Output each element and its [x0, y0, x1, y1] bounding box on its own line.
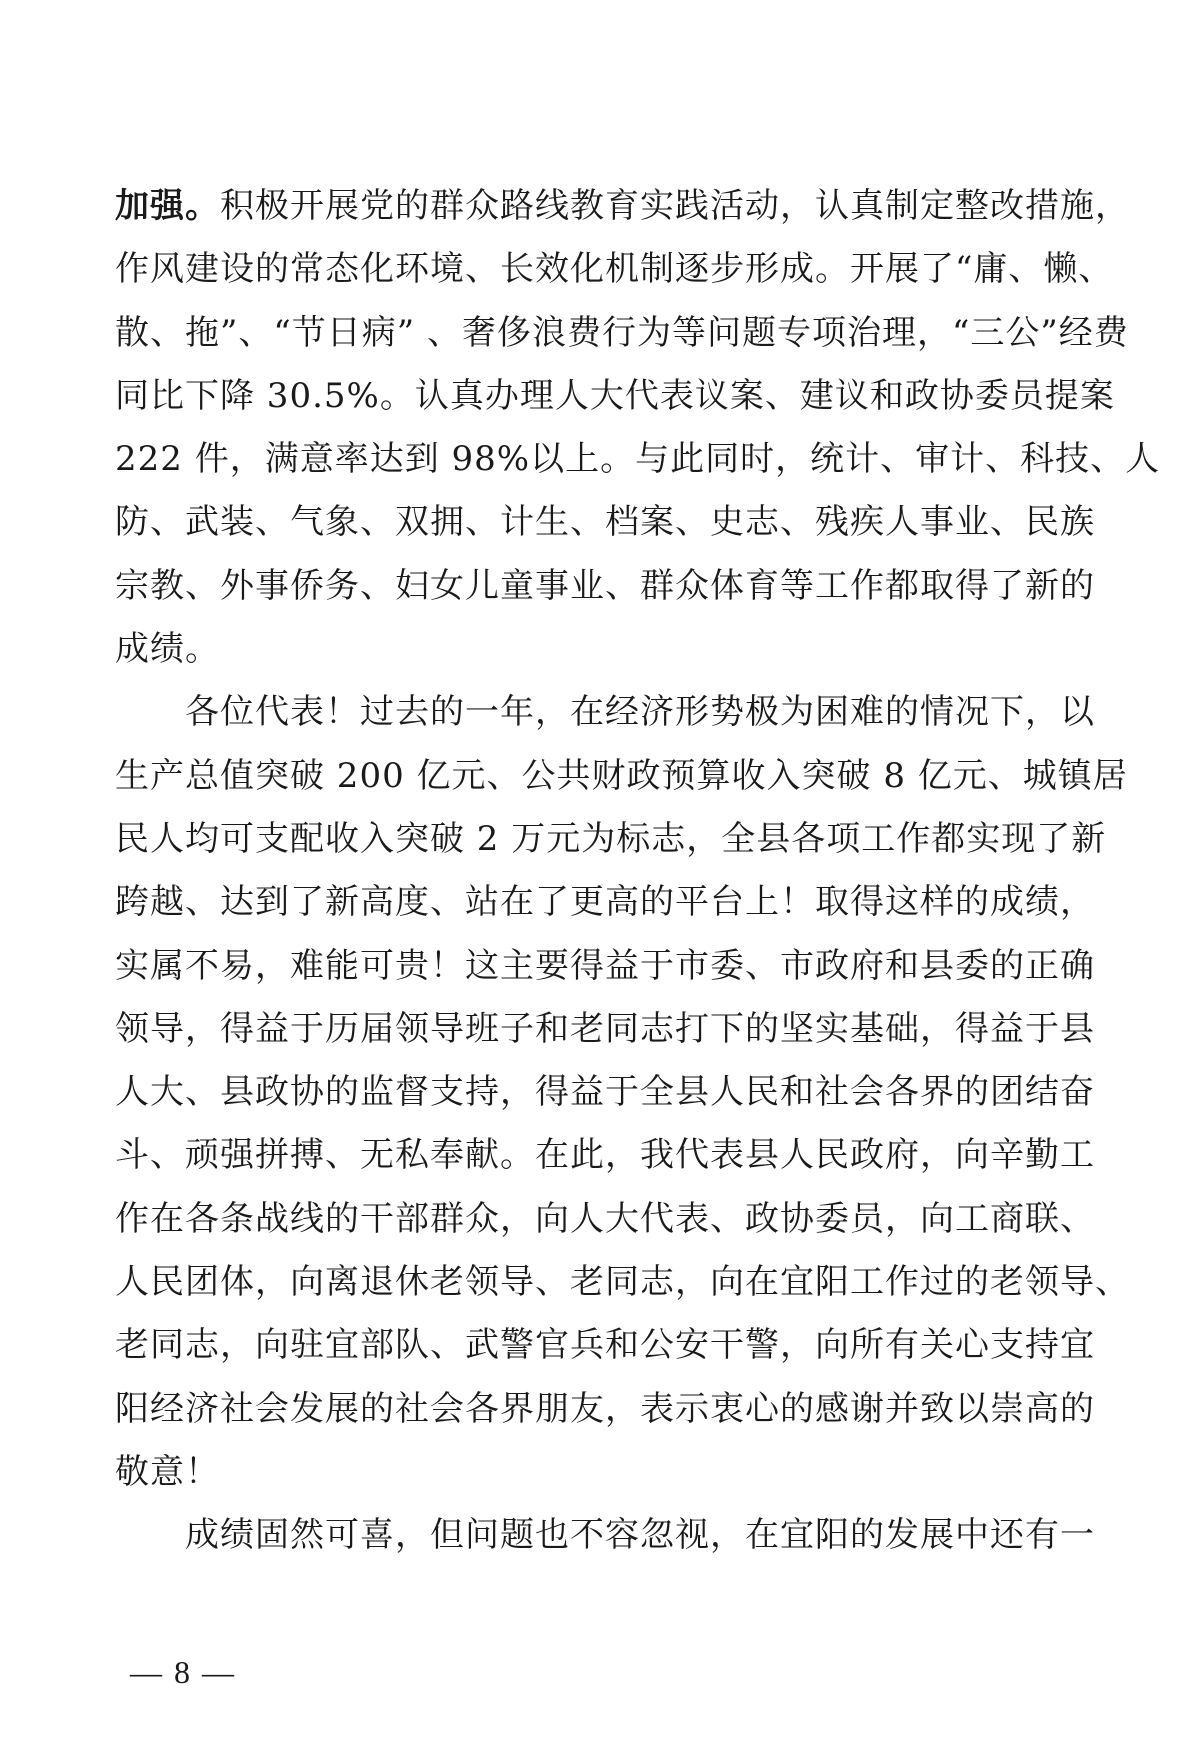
- text-line: [115, 1378, 1095, 1441]
- text-line: [115, 555, 1095, 618]
- text-line: [115, 491, 1095, 554]
- text-line: [115, 998, 1095, 1061]
- text-line: [115, 745, 1128, 808]
- text-line: [115, 935, 1095, 998]
- line-text: 老同志，向驻宜部队、武警官兵和公安干警，向所有关心支持宜: [115, 1325, 1095, 1366]
- line-text: 领导，得益于历届领导班子和老同志打下的坚实基础，得益于县: [115, 1008, 1095, 1049]
- text-line: [115, 238, 1114, 301]
- line-text: 成绩。: [115, 629, 220, 670]
- paragraph: [115, 175, 1161, 681]
- line-text: 积极开展党的群众路线教育实践活动，认真制定整改措施，: [220, 186, 1130, 226]
- text-line: [115, 1061, 1095, 1124]
- text-line: [115, 175, 1130, 238]
- line-text: 实属不易，难能可贵！这主要得益于市委、市政府和县委的正确: [115, 945, 1095, 986]
- line-text: 作在各条战线的干部群众，向人大代表、政协委员，向工商联、: [115, 1198, 1095, 1239]
- body-text: [115, 175, 1161, 1568]
- line-text: 同比下降 30.5%。认真办理人大代表议案、建议和政协委员提案: [115, 375, 1115, 416]
- text-line: [115, 1314, 1095, 1377]
- line-text: 成绩固然可喜，但问题也不容忽视，在宜阳的发展中还有一: [115, 1515, 1095, 1556]
- line-text: 阳经济社会发展的社会各界朋友，表示衷心的感谢并致以崇高的: [115, 1388, 1095, 1429]
- text-line: [115, 365, 1115, 428]
- line-text: 跨越、达到了新高度、站在了更高的平台上！取得这样的成绩，: [115, 882, 1095, 923]
- text-line: [115, 1251, 1130, 1314]
- line-text: 作风建设的常态化环境、长效化机制逐步形成。开展了“庸、懒、: [115, 249, 1114, 290]
- text-line: [115, 1124, 1095, 1187]
- line-text: 宗教、外事侨务、妇女儿童事业、群众体育等工作都取得了新的: [115, 565, 1095, 606]
- line-text: 民人均可支配收入突破 2 万元为标志，全县各项工作都实现了新: [115, 818, 1107, 859]
- line-text: 散、拖”、“节日病” 、奢侈浪费行为等问题专项治理，“三公”经费: [115, 312, 1129, 353]
- line-text: 生产总值突破 200 亿元、公共财政预算收入突破 8 亿元、城镇居: [115, 755, 1128, 796]
- text-line: [115, 681, 1095, 744]
- line-text: 222 件，满意率达到 98%以上。与此同时，统计、审计、科技、人: [115, 439, 1161, 480]
- line-text: 人大、县政协的监督支持，得益于全县人民和社会各界的团结奋: [115, 1072, 1095, 1113]
- text-line: [115, 1504, 1095, 1567]
- text-line: [115, 1441, 1075, 1504]
- bold-lead: 加强。: [115, 186, 220, 226]
- text-line: [115, 618, 1075, 681]
- line-text: 各位代表！过去的一年，在经济形势极为困难的情况下，以: [115, 692, 1095, 733]
- text-line: [115, 808, 1107, 871]
- paragraph: [115, 1504, 1095, 1567]
- page-number: — 8 —: [130, 1654, 236, 1690]
- line-text: 人民团体，向离退休老领导、老同志，向在宜阳工作过的老领导、: [115, 1262, 1130, 1303]
- text-line: [115, 428, 1161, 491]
- paragraph: [115, 681, 1130, 1504]
- text-line: [115, 1188, 1095, 1251]
- line-text: 敬意！: [115, 1451, 220, 1492]
- line-text: 防、武装、气象、双拥、计生、档案、史志、残疾人事业、民族: [115, 502, 1095, 543]
- text-line: [115, 302, 1129, 365]
- text-line: [115, 871, 1095, 934]
- line-text: 斗、顽强拼搏、无私奉献。在此，我代表县人民政府，向辛勤工: [115, 1135, 1095, 1176]
